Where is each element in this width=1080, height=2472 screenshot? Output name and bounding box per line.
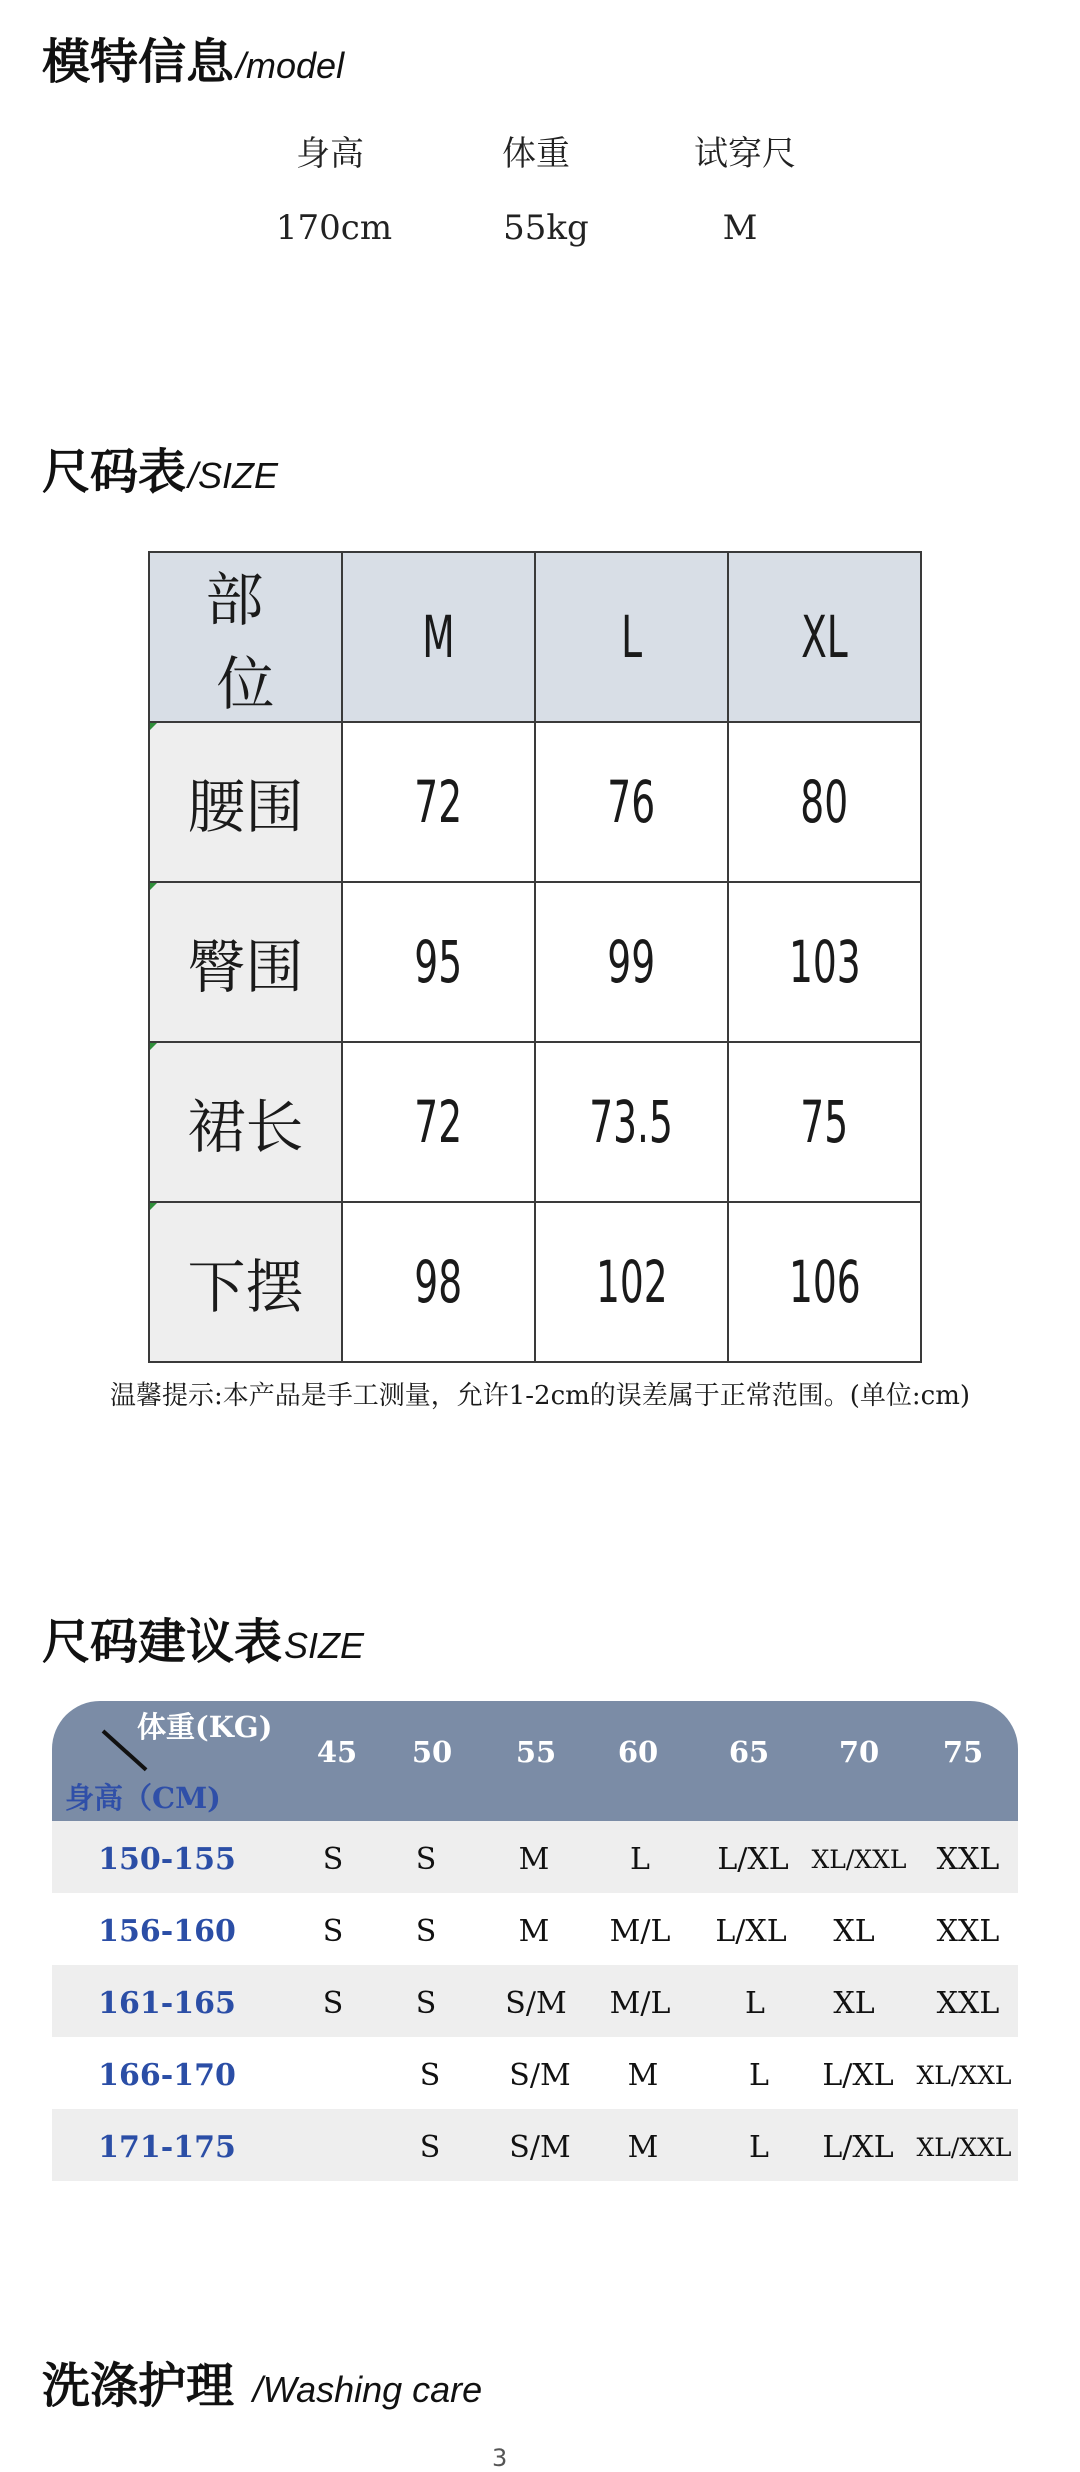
size-suggestion: XL/XXL xyxy=(811,1845,907,1874)
weight-header: 65 xyxy=(728,1735,770,1769)
weight-header: 50 xyxy=(411,1735,453,1769)
size-suggestion: L/XL xyxy=(717,1842,789,1877)
washing-title-en: /Washing care xyxy=(252,2369,483,2410)
size-suggestion: S xyxy=(322,1914,344,1949)
recommend-title-zh: 尺码建议表 xyxy=(42,1614,283,1670)
size-suggestion: XL/XXL xyxy=(916,2133,1012,2162)
size-suggestion: L xyxy=(749,2130,769,2165)
model-height-value: 170cm xyxy=(275,208,393,248)
size-suggestion: S xyxy=(322,1986,344,2021)
size-header-m: M xyxy=(342,552,535,722)
size-cell: 106 xyxy=(728,1202,921,1362)
recommend-row xyxy=(52,1965,1018,2037)
washing-section-title xyxy=(42,2358,483,2414)
size-cell: 95 xyxy=(342,882,535,1042)
size-suggestion: M xyxy=(518,1842,550,1877)
size-suggestion: M xyxy=(627,2130,659,2165)
height-range: 166-170 xyxy=(98,2058,236,2093)
size-suggestion: S xyxy=(415,1986,437,2021)
size-suggestion: XL xyxy=(833,1914,875,1949)
size-suggestion: L xyxy=(749,2058,769,2093)
model-trysize-value: M xyxy=(722,208,758,248)
size-suggestion: L/XL xyxy=(822,2130,894,2165)
size-suggestion: M/L xyxy=(609,1914,671,1949)
size-title-zh: 尺码表 xyxy=(42,444,187,500)
model-height-label: 身高 xyxy=(296,134,364,174)
size-row-label: 腰围 xyxy=(149,722,342,882)
recommend-header-row xyxy=(52,1701,1018,1821)
size-suggestion: S xyxy=(419,2130,441,2165)
weight-header: 60 xyxy=(617,1735,659,1769)
corner-height-label: 身高（CM) xyxy=(65,1781,221,1815)
size-suggestion: S xyxy=(419,2058,441,2093)
size-cell: 72 xyxy=(342,1042,535,1202)
height-range: 150-155 xyxy=(98,1842,236,1877)
size-suggestion: S xyxy=(322,1842,344,1877)
weight-header: 70 xyxy=(838,1735,880,1769)
size-suggestion: L/XL xyxy=(822,2058,894,2093)
size-row-label: 臀围 xyxy=(149,882,342,1042)
size-cell: 98 xyxy=(342,1202,535,1362)
model-weight-value: 55kg xyxy=(503,208,589,248)
size-suggestion: XXL xyxy=(936,1842,1000,1877)
weight-header: 45 xyxy=(316,1735,358,1769)
size-cell: 102 xyxy=(535,1202,728,1362)
size-header-part: 部 位 xyxy=(149,552,342,722)
size-table-row xyxy=(149,722,921,882)
size-suggestion: S/M xyxy=(509,2058,571,2093)
washing-title-zh: 洗涤护理 xyxy=(42,2358,235,2414)
model-title-en: /model xyxy=(236,45,345,86)
size-table-header-row xyxy=(149,552,921,722)
size-suggestion: M xyxy=(627,2058,659,2093)
model-trysize-label: 试穿尺 xyxy=(694,134,796,174)
size-recommendation-table xyxy=(52,1701,1018,2181)
recommend-row xyxy=(52,1893,1018,1965)
recommend-row xyxy=(52,2109,1018,2181)
recommend-row xyxy=(52,2037,1018,2109)
size-table xyxy=(148,551,922,1363)
corner-weight-label: 体重(KG) xyxy=(137,1710,273,1744)
size-cell: 73.5 xyxy=(535,1042,728,1202)
size-suggestion: S xyxy=(415,1914,437,1949)
height-range: 171-175 xyxy=(98,2130,236,2165)
size-title-en: /SIZE xyxy=(188,455,279,496)
model-weight-label: 体重 xyxy=(502,134,570,174)
model-title-zh: 模特信息 xyxy=(42,34,235,90)
size-suggestion: L xyxy=(745,1986,765,2021)
size-header-l: L xyxy=(535,552,728,722)
size-section-title xyxy=(42,444,279,500)
size-suggestion: S/M xyxy=(505,1986,567,2021)
recommend-row xyxy=(52,1821,1018,1893)
size-table-row xyxy=(149,1202,921,1362)
size-cell: 80 xyxy=(728,722,921,882)
model-section-title xyxy=(42,34,345,90)
recommend-section-title xyxy=(42,1614,365,1670)
size-cell: 72 xyxy=(342,722,535,882)
size-header-xl: XL xyxy=(728,552,921,722)
size-suggestion: L/XL xyxy=(715,1914,787,1949)
size-table-row xyxy=(149,882,921,1042)
size-suggestion: M/L xyxy=(609,1986,671,2021)
size-suggestion: M xyxy=(518,1914,550,1949)
model-info-grid xyxy=(0,125,1080,255)
size-cell: 99 xyxy=(535,882,728,1042)
size-cell: 76 xyxy=(535,722,728,882)
size-suggestion: XXL xyxy=(936,1986,1000,2021)
size-suggestion: XL/XXL xyxy=(916,2061,1012,2090)
size-suggestion: XXL xyxy=(936,1914,1000,1949)
recommend-title-en: SIZE xyxy=(284,1625,365,1666)
height-range: 161-165 xyxy=(98,1986,236,2021)
size-cell: 75 xyxy=(728,1042,921,1202)
size-cell: 103 xyxy=(728,882,921,1042)
height-range: 156-160 xyxy=(98,1914,236,1949)
size-suggestion: S/M xyxy=(509,2130,571,2165)
size-suggestion: L xyxy=(630,1842,650,1877)
weight-header: 55 xyxy=(515,1735,557,1769)
weight-header: 75 xyxy=(942,1735,984,1769)
measurement-note: 温馨提示:本产品是手工测量，允许1-2cm的误差属于正常范围。(单位:cm) xyxy=(109,1381,971,1411)
size-table-row xyxy=(149,1042,921,1202)
page-indicator: 3 xyxy=(492,2444,508,2472)
size-row-label: 下摆 xyxy=(149,1202,342,1362)
size-suggestion: S xyxy=(415,1842,437,1877)
size-row-label: 裙长 xyxy=(149,1042,342,1202)
size-suggestion: XL xyxy=(833,1986,875,2021)
